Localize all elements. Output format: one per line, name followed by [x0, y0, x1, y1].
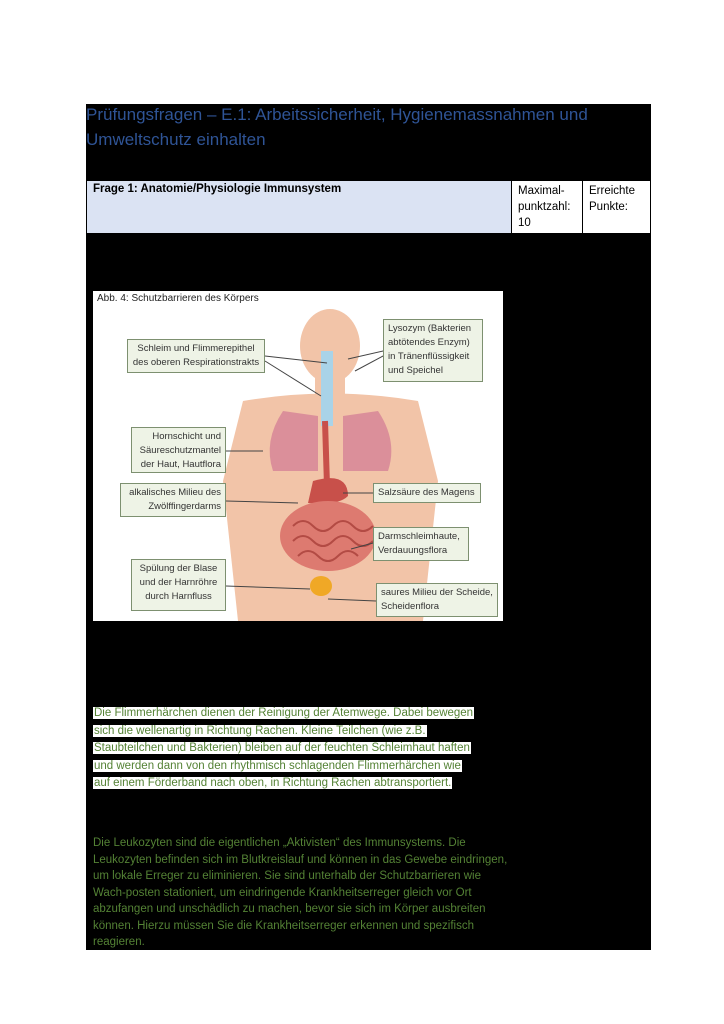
max-points-cell: Maximal-punktzahl: 10 — [512, 181, 583, 234]
answer-1-line: sich die wellenartig in Richtung Rachen. Kleine Teilchen (wie z.B. — [94, 724, 426, 737]
page-title: Prüfungsfragen – E.1: Arbeitssicherheit, Hygienemassnahmen und Umweltschutz einhalten — [86, 105, 588, 149]
answer-2-text: Die Leukozyten sind die eigentlichen „Aktivisten“ des Immunsystems. Die Leukozyten befinden sich im Blutkreislauf und können in das Gewebe eindringen, um lokale Erreger zu eliminieren. Sie sind unterhalb der Schutzbarrieren wie Wach-posten stationiert, um eindringende Krankheitserreger gleich vor Ort abzufangen und unschädlich zu machen, bevor sie sich im Körper ausbreiten können. Hierzu müssen Sie die Krankheitserreger erkennen und spezifisch reagieren. — [93, 837, 508, 948]
stomach-shape — [308, 478, 348, 504]
answer-1-line: Die Flimmerhärchen dienen der Reinigung der Atemwege. Dabei bewegen — [94, 707, 474, 719]
answer-1-line: auf einem Förderband nach oben, in Richtung Rachen abtransportiert. — [94, 777, 452, 789]
answer-1-line: Staubteilchen und Bakterien) bleiben auf der feuchten Schleimhaut haften — [94, 742, 470, 754]
figure-caption: Abb. 4: Schutzbarrieren des Körpers — [97, 293, 259, 304]
label-vagina: saures Milieu der Scheide, Scheidenflora — [376, 583, 498, 617]
esophagus-shape — [325, 421, 327, 486]
question-table — [86, 180, 651, 234]
reached-points-cell: Erreichte Punkte: — [583, 181, 651, 234]
bladder-shape — [310, 576, 332, 596]
label-bladder: Spülung der Blase und der Harnröhre durch Harnfluss — [131, 559, 226, 611]
question-cell: Frage 1: Anatomie/Physiologie Immunsystem — [87, 181, 512, 234]
label-respiratory: Schleim und Flimmerepithel des oberen Respirationstrakts — [127, 339, 265, 373]
label-duodenum: alkalisches Milieu des Zwölffingerdarms — [120, 483, 226, 517]
body-barrier-figure — [93, 291, 503, 621]
answer-1-text — [93, 705, 505, 793]
label-stomach: Salzsäure des Magens — [373, 483, 481, 503]
answer-1-line: und werden dann von den rhythmisch schlagenden Flimmerhärchen wie — [94, 759, 461, 772]
label-lysozyme: Lysozym (Bakterien abtötendes Enzym) in Tränenflüssigkeit und Speichel — [383, 319, 483, 382]
label-skin: Hornschicht und Säureschutzmantel der Haut, Hautflora — [131, 427, 226, 473]
label-intestine: Darmschleimhaute, Verdauungsflora — [373, 527, 469, 561]
